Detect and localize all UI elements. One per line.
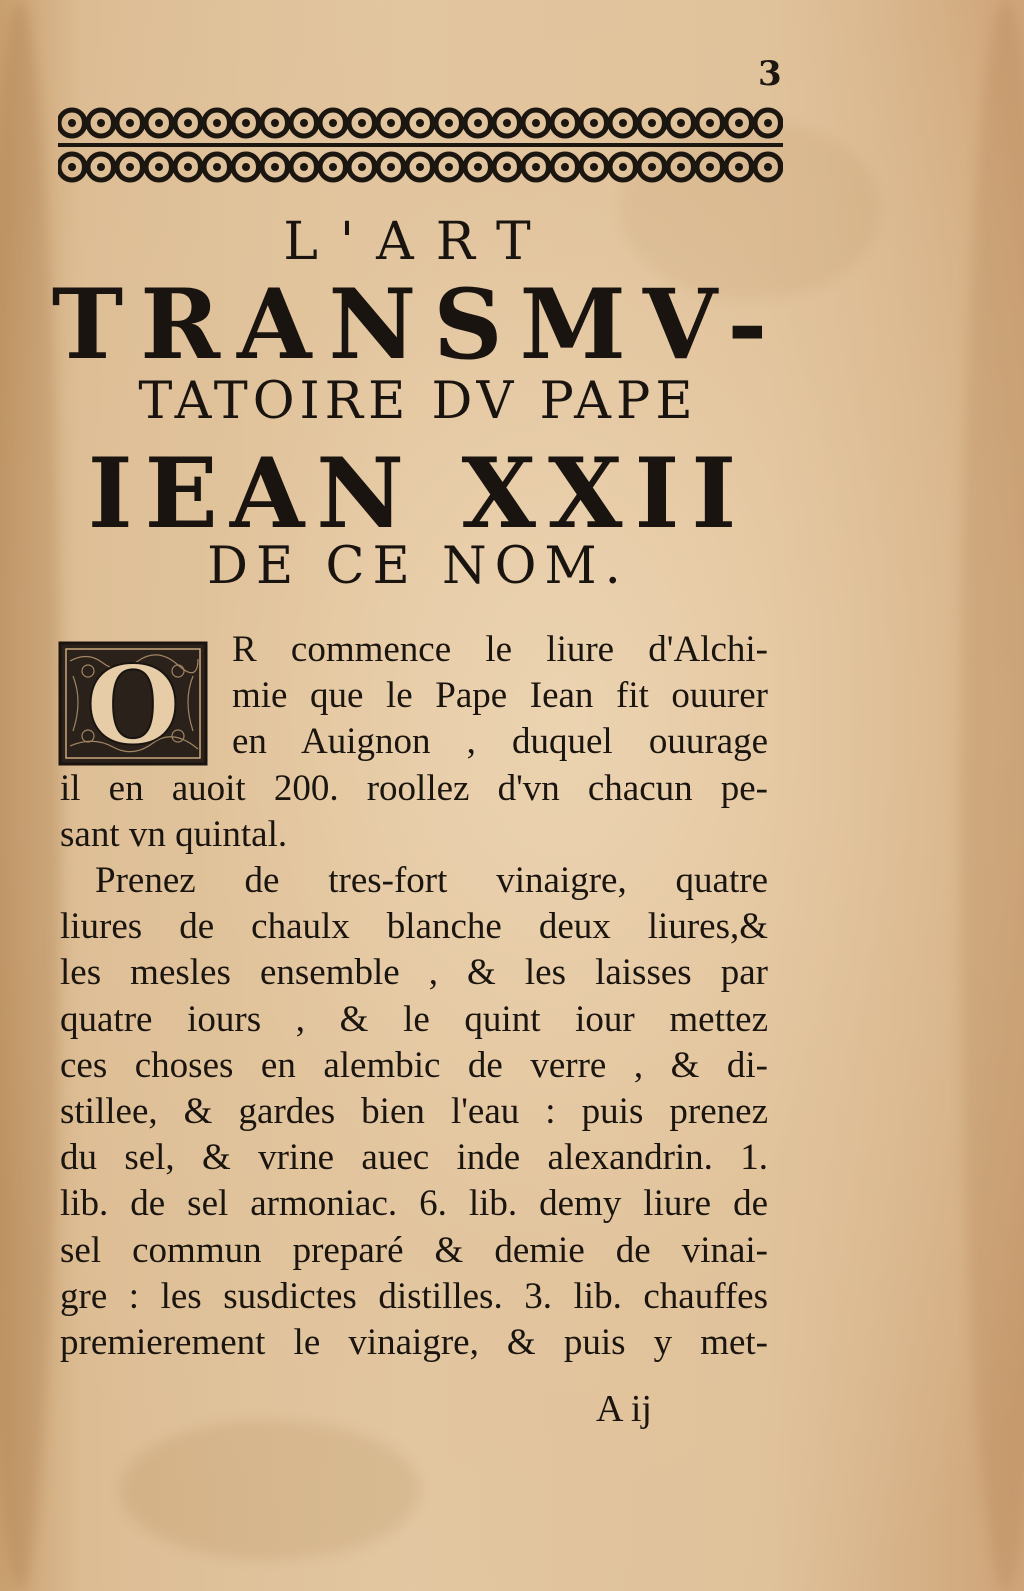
body-line-2: mie que le Pape Iean fit ouurer: [232, 675, 768, 717]
title-line-3: TATOIRE DV PAPE: [138, 372, 698, 431]
body-line-1: R commence le liure d'Alchi-: [232, 629, 768, 670]
body-line-16: premierement le vinaigre, & puis y met-: [60, 1322, 768, 1363]
body-line-13: lib. de sel armoniac. 6. lib. demy liure de: [60, 1183, 768, 1225]
body-line-8: les mesles ensemble , & les laisses par: [60, 952, 768, 994]
body-line-3: en Auignon , duquel ouurage: [232, 721, 768, 763]
title-line-5: DE CE NOM.: [207, 537, 629, 596]
body-line-12: du sel, & vrine auec inde alexandrin. 1.: [60, 1137, 768, 1179]
body-line-11: stillee, & gardes bien l'eau : puis prenez: [60, 1091, 768, 1132]
title-line-4: IEAN XXII: [87, 437, 749, 550]
catchword: A ij: [596, 1388, 652, 1430]
decorated-initial: [58, 641, 208, 766]
body-line-6: Prenez de tres-fort vinaigre, quatre: [95, 860, 768, 901]
ornamental-headband-icon: [58, 103, 783, 189]
body-line-4: il en auoit 200. roollez d'vn chacun pe-: [60, 767, 768, 809]
body-line-7: liures de chaulx blanche deux liures,&: [60, 906, 768, 948]
drop-cap-letter: O: [85, 643, 181, 766]
body-line-14: sel commun preparé & demie de vinai-: [60, 1229, 768, 1271]
title-line-2: TRANSMV-: [51, 268, 785, 381]
body-line-15: gre : les susdictes distilles. 3. lib. chauffes: [60, 1275, 768, 1317]
body-line-9: quatre iours , & le quint iour mettez: [60, 998, 768, 1040]
page-number: 3: [758, 54, 782, 94]
body-line-5: sant vn quintal.: [60, 813, 288, 855]
title-line-1: L'ART: [283, 212, 553, 272]
body-line-10: ces choses en alembic de verre , & di-: [60, 1044, 768, 1086]
